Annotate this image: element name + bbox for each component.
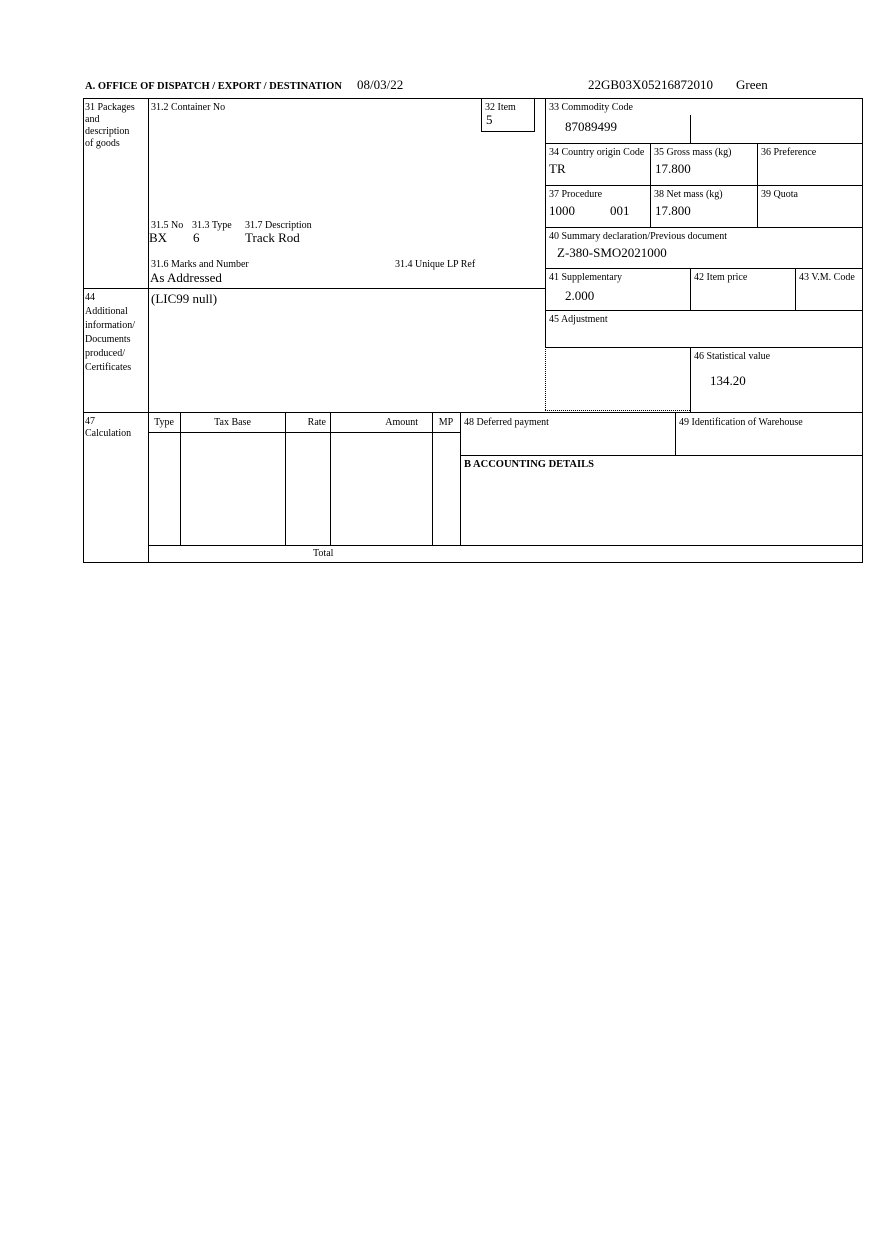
border-line (481, 98, 482, 131)
routing-status: Green (736, 77, 768, 92)
border-line (545, 268, 862, 269)
border-line (148, 545, 863, 546)
border-line (460, 455, 863, 456)
border-line (148, 98, 149, 563)
gross-mass-label: 35 Gross mass (kg) (654, 147, 732, 158)
container-no-label: 31.2 Container No (151, 102, 226, 113)
border-line (545, 310, 862, 311)
summary-declaration-value: Z-380-SMO2021000 (557, 245, 667, 260)
item-price-label: 42 Item price (694, 272, 748, 283)
box31-caption: description (85, 126, 130, 137)
supplementary-label: 41 Supplementary (549, 272, 623, 283)
item-value: 5 (486, 112, 493, 127)
box31-caption: of goods (85, 138, 120, 149)
calc-total-label: Total (313, 548, 334, 559)
box44-caption: Additional (85, 306, 128, 317)
accounting-details-label: B ACCOUNTING DETAILS (464, 459, 594, 470)
country-origin-value: TR (549, 161, 566, 176)
packages-type-label: 31.3 Type (192, 220, 232, 231)
goods-description-label: 31.7 Description (245, 220, 312, 231)
border-line (481, 131, 535, 132)
border-line (545, 347, 862, 348)
packages-no-label: 31.5 No (151, 220, 184, 231)
net-mass-value: 17.800 (655, 203, 691, 218)
calc-col-amount: Amount (385, 417, 418, 428)
section-a-title: A. OFFICE OF DISPATCH / EXPORT / DESTINATION (85, 81, 342, 92)
box47-caption: Calculation (85, 428, 132, 439)
dispatch-date: 08/03/22 (357, 77, 404, 92)
vm-code-label: 43 V.M. Code (799, 272, 855, 283)
statistical-value-value: 134.20 (710, 373, 746, 388)
summary-declaration-label: 40 Summary declaration/Previous document (549, 231, 728, 242)
calc-col-rate: Rate (307, 417, 326, 428)
calc-col-type: Type (154, 417, 174, 428)
country-origin-label: 34 Country origin Code (549, 147, 645, 158)
box44-caption: produced/ (85, 348, 125, 359)
box44-caption: Documents (85, 334, 131, 345)
procedure-value-b: 001 (610, 203, 630, 218)
border-line (534, 98, 535, 131)
calc-col-tax-base: Tax Base (214, 417, 251, 428)
border-line (148, 432, 460, 433)
mrn-number: 22GB03X05216872010 (588, 77, 713, 92)
border-line (83, 288, 545, 289)
packages-type-value: 6 (193, 230, 200, 245)
border-line (690, 115, 691, 143)
commodity-code-label: 33 Commodity Code (549, 102, 633, 113)
calc-col-mp: MP (438, 417, 454, 428)
marks-number-value: As Addressed (150, 270, 222, 285)
border-line (83, 412, 863, 413)
box44-caption: 44 (85, 292, 95, 303)
box31-caption: 31 Packages (85, 102, 135, 113)
border-line (690, 268, 691, 310)
border-line (545, 227, 862, 228)
border-line (545, 185, 862, 186)
supplementary-value: 2.000 (565, 288, 595, 303)
border-line (690, 347, 691, 412)
box44-caption: Certificates (85, 362, 132, 373)
form-outer-border (83, 98, 863, 563)
gross-mass-value: 17.800 (655, 161, 691, 176)
box31-caption: and (85, 114, 100, 125)
preference-label: 36 Preference (761, 147, 817, 158)
warehouse-id-label: 49 Identification of Warehouse (679, 417, 803, 428)
commodity-code-value: 87089499 (565, 119, 617, 134)
statistical-value-label: 46 Statistical value (694, 351, 771, 362)
goods-description-value: Track Rod (245, 230, 300, 245)
box47-caption: 47 (85, 416, 95, 427)
item-label: 32 Item (485, 102, 516, 113)
packages-no-value: BX (149, 230, 168, 245)
quota-label: 39 Quota (761, 189, 798, 200)
border-line (460, 412, 461, 545)
adjustment-label: 45 Adjustment (549, 314, 608, 325)
border-line (545, 143, 862, 144)
procedure-value-a: 1000 (549, 203, 575, 218)
dotted-border-line (545, 347, 546, 410)
border-line (795, 268, 796, 310)
procedure-label: 37 Procedure (549, 189, 603, 200)
marks-number-label: 31.6 Marks and Number (151, 259, 249, 270)
net-mass-label: 38 Net mass (kg) (654, 189, 723, 200)
dotted-border-line (545, 410, 690, 411)
deferred-payment-label: 48 Deferred payment (464, 417, 549, 428)
unique-lp-ref-label: 31.4 Unique LP Ref (395, 259, 476, 270)
additional-info-value: (LIC99 null) (151, 291, 218, 306)
border-line (675, 412, 676, 455)
box44-caption: information/ (85, 320, 135, 331)
